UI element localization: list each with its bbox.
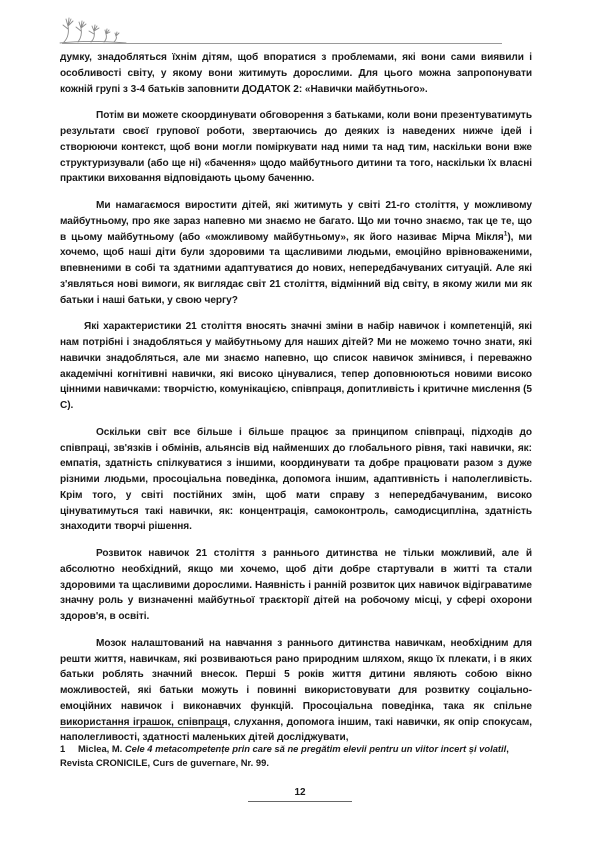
footnote-divider	[60, 727, 224, 728]
paragraph: Розвиток навичок 21 століття з раннього дитинства не тільки можливий, але й абсолютно необхідний, якщо ми хочемо, щоб діти добре стартували в житті та стали здоровими та щасливими дорослими. Наявність і ранній розвиток цих навичок відіграватиме значну роль у визначенні майбутньої траєкторії дітей на робочому місці, у сфері охорони здоров'я, в освіті.	[60, 548, 532, 622]
page-body	[60, 50, 532, 746]
footnote	[60, 742, 535, 769]
footnote-title: Cele 4 metacompetențe prin care să ne pregătim elevii pentru un viitor incert și volatil	[124, 743, 507, 754]
paragraph: Потім ви можете скоординувати обговорення з батьками, коли вони презентуватимуть результати своєї групової роботи, звертаючись до деяких із наведених нижче ідей і створюючи контекст, щоб вони могли поміркувати над ними та над тим, наскільки вони вже структуризували (або ще ні) «бачення» щодо майбутнього дитини та того, наскільки їх власні практики виховання відповідають цьому баченню.	[60, 110, 532, 185]
footnote-source: , Revista CRONICILE, Curs de guvernare, Nr. 99.	[60, 743, 509, 768]
paragraph: Які характеристики 21 століття вносять значні зміни в набір навичок і компетенцій, які нам потрібні і знадобляться у майбутньому для наших дітей? Ми не можемо точно знати, які навички знадобляться, але ми знаємо напевно, що список навичок змінився, і переважно академічні когнітивні навички, які високо цінувалися, тепер доповнюються новими високо цінними навичками: творчістю, комунікацією, співпраця, допитливість і критичне мислення (5 С).	[60, 321, 532, 411]
header-divider	[62, 43, 502, 44]
footnote-reference: 1	[503, 230, 508, 238]
footnote-number: 1	[60, 743, 66, 754]
paragraph: Оскільки світ все більше і більше працює за принципом співпраці, підходів до співпраці, зв'язків і обмінів, альянсів від найменших до глобального рівня, такі навички, як: емпатія, здатність спілкуватися з іншими, координувати та добре працювати разом з дуже різними людьми, просоціальна поведінка, допомога іншим, адаптивність і наполегливість. Крім того, у світі постійних змін, щоб мати справу з непередбачуваним, високо цінуватимуться такі навички, як: концентрація, самоконтроль, самодисципліна, здатність знаходити творчі рішення.	[60, 426, 532, 533]
paragraph: Мозок налаштований на навчання з раннього дитинства навичкам, необхідним для решти життя, навичкам, які розвиваються рано природним шляхом, якщо їх плекати, і в яких батьки роблять значний внесок. Перші 5 років життя дитини являють собою вікно можливостей, які батьки можуть і повинні використовувати для розвитку соціально-емоційних навичок і виконавчих функцій. Просоціальна поведінка, така як спільне використання іграшок, співпраця, слухання, допомога іншим, такі навички, як опір спокусам, наполегливості, здатності маленьких дітей досліджувати,	[60, 637, 532, 744]
page-number-divider	[248, 801, 352, 802]
paragraph: Ми намагаємося виростити дітей, які житимуть у світі 21-го століття, у можливому майбутньому, про яке зараз напевно ми знаємо не багато. Що ми точно знаємо, так це те, що в цьому майбутньому (або «можливому майбутньому», як його називає Мірча Мікля$^1$), ми хочемо, щоб наші діти були здоровими та щасливими людьми, емоційно врівноваженими, впевненими в собі та здатними адаптуватися до нових, непередбачуваних ситуацій. Але які з'являться нові вимоги, як виглядає світ 21 століття, відмінний від світу, в якому жили ми як батьки і наші батьки, у свою чергу?	[60, 200, 532, 306]
page-number: 12	[294, 787, 306, 798]
appendix-reference: ДОДАТОК 2	[242, 83, 299, 95]
children-hands-logo-icon	[58, 14, 128, 46]
paragraph: думку, знадобляться їхнім дітям, щоб впоратися з проблемами, які вони сами виявили і особливості світу, у якому вони житимуть дорослими. Для цього можна запропонувати кожній групі з 3-4 батьків заповнити ДОДАТОК 2: «Навички майбутнього».	[60, 52, 532, 95]
footnote-author: Miclea, M.	[78, 743, 125, 754]
